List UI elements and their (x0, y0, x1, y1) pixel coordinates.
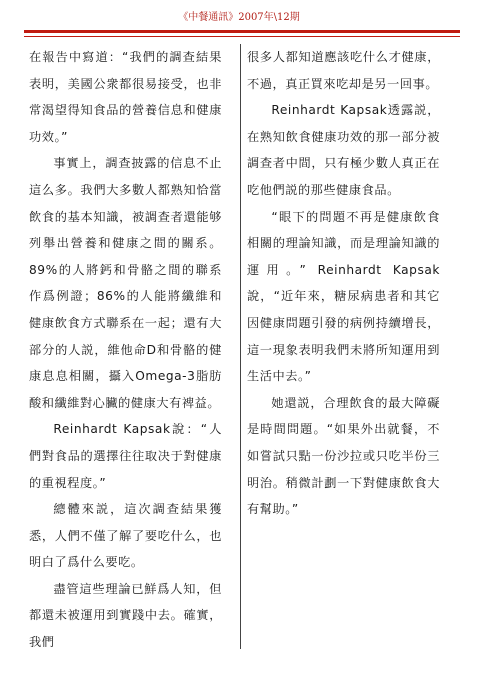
body-paragraph: 總體來説，這次調查結果獲悉，人們不僅了解了要吃什么，也明白了爲什么要吃。 (29, 502, 222, 570)
body-paragraph: “眼下的問題不再是健康飲食相關的理論知識，而是理論知識的運用。” Reinhardt Kapsak說，“近年來，糖尿病患者和其它因健康問題引發的病例持續增長，這一現象表明我們未將所知運用到生活中去。” (247, 209, 440, 384)
header-rule-thick (24, 30, 460, 33)
body-paragraph: 事實上，調查披露的信息不止這么多。我們大多數人都熟知恰當飲食的基本知識，被調查者還能够列舉出營養和健康之間的關系。89%的人將鈣和骨骼之間的聯系作爲例證；86%的人能將纖維和健康飲食方式聯系在一起；還有大部分的人説，維他命D和骨骼的健康息息相關，攝入Omega-3脂肪酸和纖維對心臟的健康大有裨益。 (29, 156, 222, 410)
body-paragraph: Reinhardt Kapsak透露説，在熟知飲食健康功效的那一部分被調查者中間，只有極少數人真正在吃他們説的那些健康食品。 (247, 103, 440, 197)
left-column (29, 44, 222, 656)
page-header: 《中餐通訊》2007年\12期 (178, 12, 300, 23)
body-paragraph: 她還説，合理飲食的最大障礙是時間問題。“如果外出就餐，不如嘗試只點一份沙拉或只吃半份三明治。稍微計劃一下對健康飲食大有幫助。” (247, 395, 440, 517)
body-paragraph: Reinhardt Kapsak說：“人們對食品的選擇往往取决于對健康的重視程度。” (29, 422, 222, 490)
column-divider (240, 44, 241, 649)
body-paragraph: 盡管這些理論已鮮爲人知，但都還未被運用到實踐中去。確實，我們 (29, 581, 222, 650)
header-rule-thin (24, 36, 460, 37)
right-column (247, 44, 440, 523)
body-paragraph: 很多人都知道應該吃什么才健康，不過，真正買來吃却是另一回事。 (247, 50, 440, 91)
body-paragraph: 在報告中寫道：“我們的調查結果表明，美國公衆都很易接受，也非常渴望得知食品的營養信息和健康功效。” (29, 50, 222, 144)
